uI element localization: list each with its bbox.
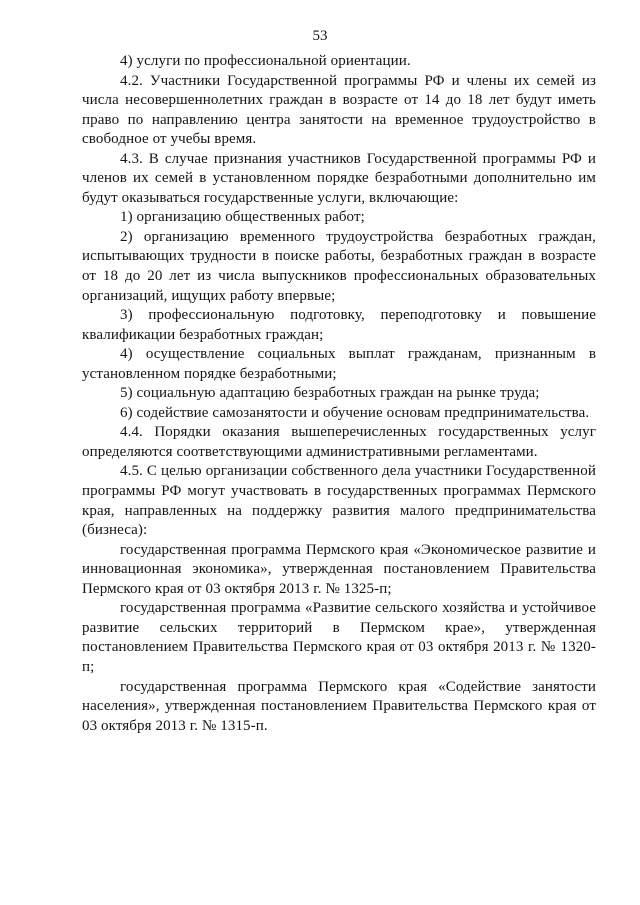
paragraph-item-4-career-guidance: 4) услуги по профессиональной ориентации. xyxy=(120,53,411,69)
program-item-employment: государственная программа Пермского края «Содействие занятости населения», утвержденная постановлением Правительства Пермского края от 03 октября 2013 г. № 1315-п. xyxy=(82,678,596,734)
paragraph-4-5-own-business: 4.5. С целью организации собственного дела участники Государственной программы РФ могут участвовать в государственных программах Пермского края, направленных на поддержку развития малого предпринимательства (бизнеса): xyxy=(82,463,596,539)
paragraph-4-4-regulations: 4.4. Порядки оказания вышеперечисленных государственных услуг определяются соответствующими административными регламентами. xyxy=(82,424,596,460)
document-body xyxy=(82,52,596,736)
paragraph-4-2-minors-employment: 4.2. Участники Государственной программы РФ и члены их семей из числа несовершеннолетних граждан в возрасте от 14 до 18 лет будут иметь право по направлению центра занятости на временное трудоустройство в свободное от учебы время. xyxy=(82,72,596,148)
page-number: 53 xyxy=(312,28,328,44)
list-item-vocational-training: 3) профессиональную подготовку, переподготовку и повышение квалификации безработных граждан; xyxy=(82,307,596,343)
list-item-temporary-employment: 2) организацию временного трудоустройства безработных граждан, испытывающих трудности в поиске работы, безработных граждан в возрасте от 18 до 20 лет из числа выпускников профессиональных образовательных организаций, ищущих работу впервые; xyxy=(82,228,596,304)
paragraph-4-3-unemployed-services: 4.3. В случае признания участников Государственной программы РФ и членов их семей в установленном порядке безработными дополнительно им будут оказываться государственные услуги, включающие: xyxy=(82,150,596,206)
list-item-self-employment: 6) содействие самозанятости и обучение основам предпринимательства. xyxy=(120,404,590,421)
list-item-public-works: 1) организацию общественных работ; xyxy=(120,209,365,226)
program-item-agriculture: государственная программа «Развитие сельского хозяйства и устойчивое развитие сельских территорий в Пермском крае», утвержденная постановлением Правительства Пермского края от 03 октября 2013 г. № 1320-п; xyxy=(82,600,596,675)
program-item-economic-development: государственная программа Пермского края «Экономическое развитие и инновационная экономика», утвержденная постановлением Правительства Пермского края от 03 октября 2013 г. № 1325-п; xyxy=(82,541,596,597)
list-item-social-adaptation: 5) социальную адаптацию безработных граждан на рынке труда; xyxy=(120,385,540,402)
list-item-social-payments: 4) осуществление социальных выплат гражданам, признанным в установленном порядке безработными; xyxy=(82,346,596,382)
